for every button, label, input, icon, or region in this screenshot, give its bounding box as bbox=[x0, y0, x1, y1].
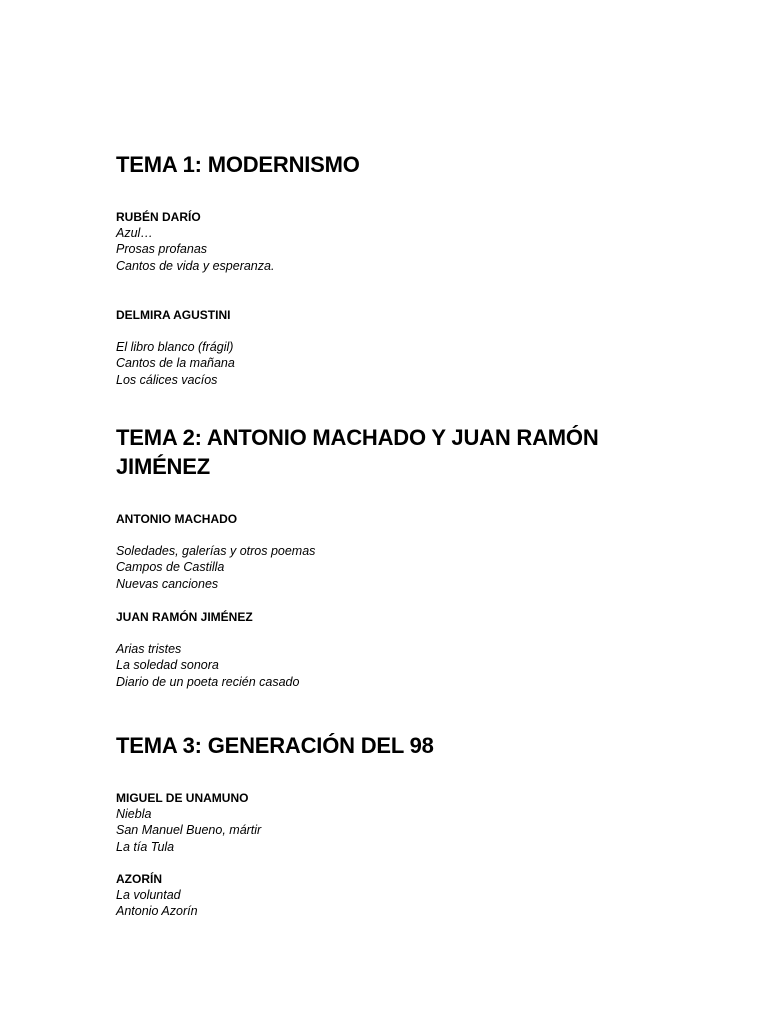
work-title: Soledades, galerías y otros poemas bbox=[116, 544, 316, 558]
work-title: Diario de un poeta recién casado bbox=[116, 674, 300, 689]
author-block bbox=[116, 307, 656, 388]
author-name: ANTONIO MACHADO bbox=[116, 512, 238, 526]
work-title: Antonio Azorín bbox=[116, 904, 198, 919]
work-title: La tía Tula bbox=[116, 839, 175, 854]
topic-title: TEMA 2: ANTONIO MACHADO Y JUAN RAMÓN JIMÉNEZ bbox=[116, 425, 599, 479]
work-title: Los cálices vacíos bbox=[116, 372, 218, 387]
author-name: JUAN RAMÓN JIMÉNEZ bbox=[116, 610, 253, 624]
works-list bbox=[116, 225, 656, 274]
author-block bbox=[116, 790, 656, 855]
author-name: MIGUEL DE UNAMUNO bbox=[116, 791, 249, 805]
work-title: El libro blanco (frágil) bbox=[116, 340, 234, 354]
topic-title: TEMA 3: GENERACIÓN DEL 98 bbox=[116, 733, 434, 758]
work-title: Campos de Castilla bbox=[116, 560, 225, 575]
author-name: RUBÉN DARÍO bbox=[116, 210, 201, 224]
author-block bbox=[116, 609, 656, 690]
work-title: Arias tristes bbox=[116, 642, 182, 656]
work-title: La voluntad bbox=[116, 888, 181, 902]
work-title: Niebla bbox=[116, 807, 152, 821]
work-title: Cantos de vida y esperanza. bbox=[116, 258, 275, 273]
works-list bbox=[116, 339, 656, 388]
works-list bbox=[116, 641, 656, 690]
work-title: Cantos de la mañana bbox=[116, 356, 235, 371]
work-title: La soledad sonora bbox=[116, 658, 219, 673]
author-block bbox=[116, 871, 656, 920]
works-list bbox=[116, 543, 656, 592]
work-title: Azul… bbox=[116, 226, 153, 240]
author-name: DELMIRA AGUSTINI bbox=[116, 308, 231, 322]
author-name: AZORÍN bbox=[116, 872, 162, 886]
works-list bbox=[116, 806, 656, 855]
author-block bbox=[116, 209, 656, 274]
work-title: Prosas profanas bbox=[116, 242, 208, 257]
work-title: San Manuel Bueno, mártir bbox=[116, 823, 262, 838]
works-list bbox=[116, 887, 656, 920]
author-block bbox=[116, 511, 656, 592]
work-title: Nuevas canciones bbox=[116, 576, 219, 591]
topic-title: TEMA 1: MODERNISMO bbox=[116, 152, 360, 177]
